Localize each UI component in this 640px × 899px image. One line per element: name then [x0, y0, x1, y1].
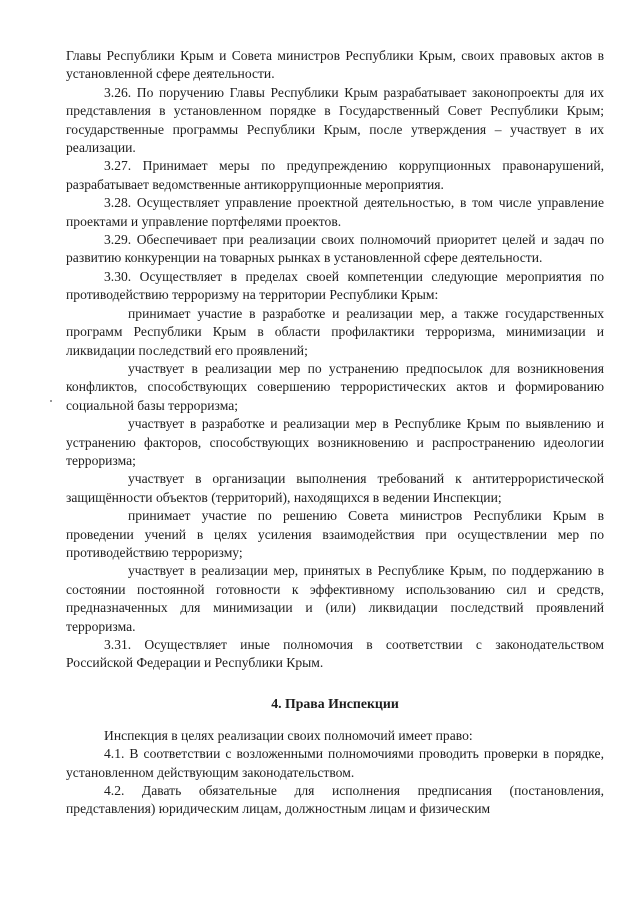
- list-item-terror-2: участвует в реализации мер по устранению предпосылок для возникновения конфликтов, способствующих совершению террористических актов и формированию социальной базы терроризма;: [66, 360, 604, 413]
- paragraph-continuation: Главы Республики Крым и Совета министров Республики Крым, своих правовых актов в установленной сфере деятельности.: [66, 48, 604, 82]
- paragraph-3-29: 3.29. Обеспечивает при реализации своих полномочий приоритет целей и задач по развитию конкуренции на товарных рынках в установленной сфере деятельности.: [66, 232, 604, 266]
- paragraph-3-30: 3.30. Осуществляет в пределах своей компетенции следующие мероприятия по противодействию терроризму на территории Республики Крым:: [66, 268, 604, 303]
- list-item-terror-4: участвует в организации выполнения требований к антитеррористической защищённости объектов (территорий), находящихся в ведении Инспекции;: [66, 471, 604, 505]
- paragraph-rights-intro: Инспекция в целях реализации своих полномочий имеет право:: [104, 727, 473, 743]
- paragraph-4-1: 4.1. В соответствии с возложенными полномочиями проводить проверки в порядке, установленном действующим законодательством.: [66, 746, 604, 780]
- paragraph-3-31: 3.31. Осуществляет иные полномочия в соответствии с законодательством Российской Федерации и Республики Крым.: [66, 637, 604, 671]
- list-item-terror-5: принимает участие по решению Совета министров Республики Крым в проведении учений в целях усиления взаимодействия при осуществлении мер по противодействию терроризму;: [66, 508, 604, 560]
- scan-speck: [50, 400, 52, 402]
- list-item-terror-1: принимает участие в разработке и реализации мер, а также государственных программ Республики Крым в области профилактики терроризма, минимизации и ликвидации последствий его проявлений;: [66, 305, 604, 358]
- paragraph-3-26: 3.26. По поручению Главы Республики Крым разрабатывает законопроекты для их представления в установленном порядке в Государственный Совет Республики Крым; государственные программы Республики Крым, после утверждения – участвует в их реализации.: [66, 84, 604, 156]
- list-item-terror-3: участвует в разработке и реализации мер в Республике Крым по выявлению и устранению факторов, способствующих возникновению и распространению идеологии терроризма;: [66, 416, 604, 468]
- paragraph-4-2: 4.2. Давать обязательные для исполнения предписания (постановления, представления) юридическим лицам, должностным лицам и физическим: [66, 783, 604, 817]
- list-item-terror-6: участвует в реализации мер, принятых в Республике Крым, по поддержанию в состоянии постоянной готовности к эффективному использованию сил и средств, предназначенных для минимизации и (или) ликвидации последствий проявлений терроризма.: [66, 563, 604, 634]
- section-heading: 4. Права Инспекции: [271, 695, 399, 711]
- paragraph-3-28: 3.28. Осуществляет управление проектной деятельностью, в том числе управление проектами и управление портфелями проектов.: [66, 195, 604, 229]
- paragraph-3-27: 3.27. Принимает меры по предупреждению коррупционных правонарушений, разрабатывает ведомственные антикоррупционные мероприятия.: [66, 158, 604, 192]
